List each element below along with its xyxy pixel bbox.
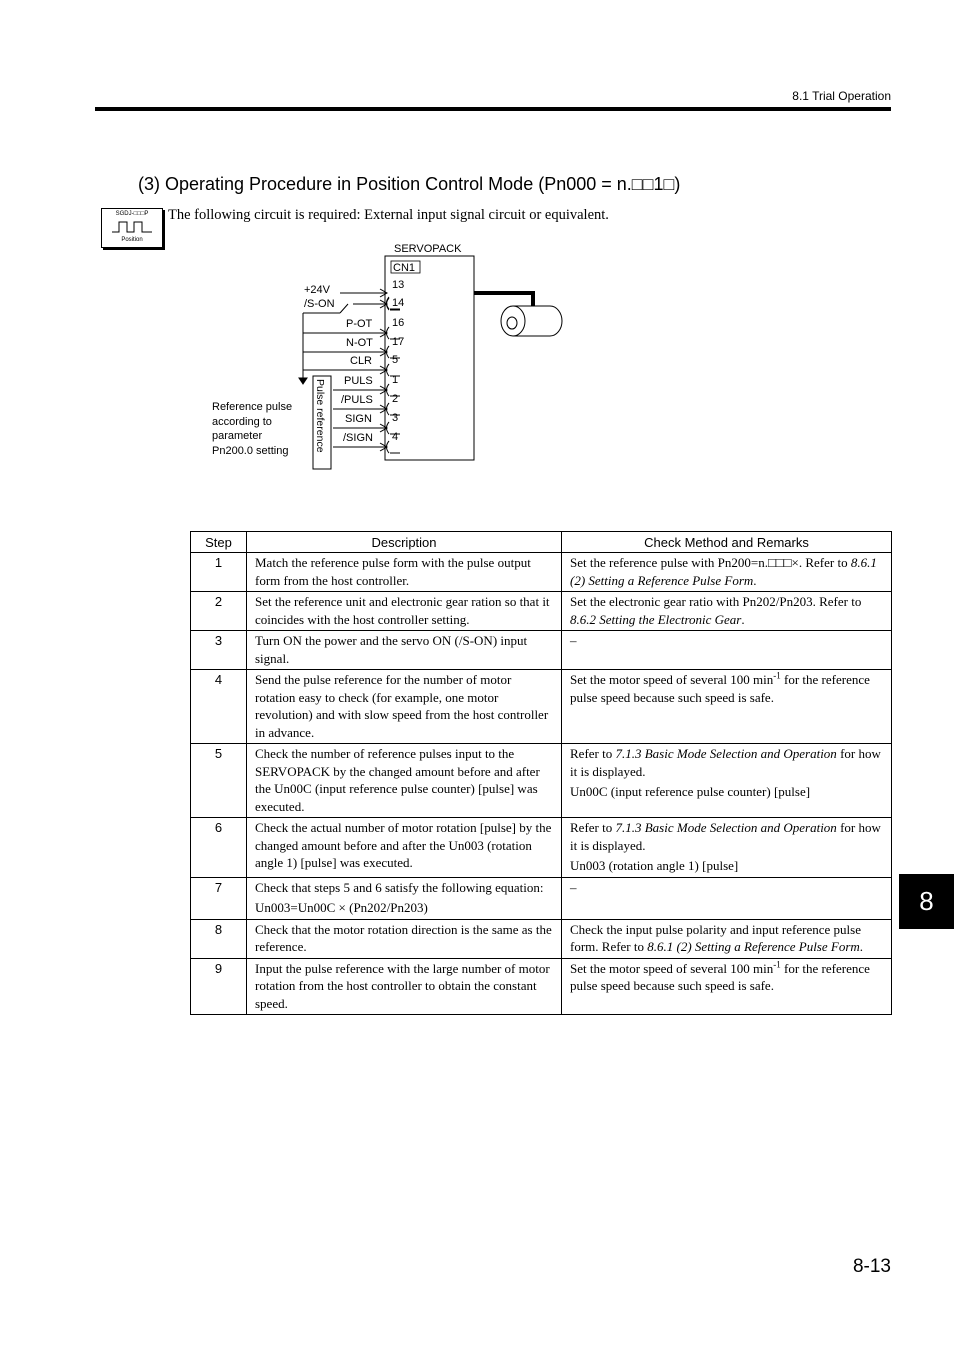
table-header-row <box>191 532 892 553</box>
section-title: (3) Operating Procedure in Position Control Mode (Pn000 = n.□□1□) <box>138 174 681 194</box>
step-description <box>247 877 562 919</box>
description-text: Match the reference pulse form with the pulse output form from the host controller. <box>255 555 531 588</box>
description-text: Check that the motor rotation direction is the same as the reference. <box>255 921 552 954</box>
pin-number: 1 <box>392 374 399 386</box>
svg-text:parameter: parameter <box>212 430 263 442</box>
signal-label: SIGN <box>345 413 372 425</box>
table-row <box>191 744 892 818</box>
remarks-text: – <box>570 633 577 648</box>
step-description <box>247 553 562 592</box>
column-header-step: Step <box>191 532 247 553</box>
step-description <box>247 744 562 818</box>
remarks-text: Check the input pulse polarity and input reference pulse form. Refer to 8.6.1 (2) Setting a Reference Pulse Form. <box>570 921 864 954</box>
cross-reference: 8.6.1 (2) Setting a Reference Pulse Form <box>570 555 877 588</box>
step-number: 2 <box>191 592 247 631</box>
chapter-tab: 8 <box>899 874 954 929</box>
description-text: Check the number of reference pulses input to the SERVOPACK by the changed amount before and after the Un00C (input reference pulse counter) [pulse] was executed. <box>255 746 540 814</box>
table-row <box>191 553 892 592</box>
step-description <box>247 592 562 631</box>
superscript: -1 <box>773 670 781 681</box>
pin-number: 14 <box>392 297 405 309</box>
remarks-text: – <box>570 879 577 895</box>
step-remarks <box>562 553 892 592</box>
superscript: -1 <box>773 959 781 970</box>
step-description <box>247 818 562 878</box>
pin-number: 5 <box>392 354 399 366</box>
procedure-table <box>190 531 892 1015</box>
cross-reference: 8.6.2 Setting the Electronic Gear <box>570 611 742 627</box>
description-text: Send the pulse reference for the number of motor rotation easy to check (for example, one motor revolution) and with slow speed from the host controller in advance. <box>255 672 549 740</box>
signal-label: N-OT <box>346 337 373 349</box>
remarks-text: Un00C (input reference pulse counter) [pulse] <box>570 784 811 799</box>
table-row <box>191 670 892 744</box>
cross-reference: 7.1.3 Basic Mode Selection and Operation <box>615 820 837 835</box>
step-description <box>247 670 562 744</box>
step-number: 5 <box>191 744 247 818</box>
pin-numbers <box>392 279 404 443</box>
signal-label: P-OT <box>346 318 373 330</box>
reference-note <box>212 401 292 457</box>
motor-icon <box>474 293 562 336</box>
remarks-text: Set the motor speed of several 100 $\min^{-1}$ for the reference pulse speed because such speed is safe. <box>570 959 870 993</box>
svg-text:Pn200.0 setting: Pn200.0 setting <box>212 445 289 457</box>
step-description <box>247 631 562 670</box>
step-remarks <box>562 670 892 744</box>
step-remarks <box>562 877 892 919</box>
pin-number: 3 <box>392 412 399 424</box>
description-text: Set the reference unit and electronic gear ration so that it coincides with the host controller setting. <box>255 594 550 627</box>
pin-number: 13 <box>392 279 405 291</box>
page-number: 8-13 <box>852 1256 891 1277</box>
table-row <box>191 631 892 670</box>
description-text: Turn ON the power and the servo ON (/S-ON) input signal. <box>255 633 528 666</box>
table-row <box>191 592 892 631</box>
servopack-label: SERVOPACK <box>394 243 462 255</box>
step-remarks <box>562 958 892 1015</box>
signal-label: /S-ON <box>304 298 335 310</box>
svg-text:according to: according to <box>212 416 272 428</box>
step-description <box>247 919 562 958</box>
intro-text: The following circuit is required: External input signal circuit or equivalent. <box>168 207 609 223</box>
pin-number: 2 <box>392 393 399 405</box>
step-remarks <box>562 631 892 670</box>
table-row <box>191 818 892 878</box>
remarks-text: Set the reference pulse with Pn200=n.□□□×. Refer to 8.6.1 (2) Setting a Reference Pulse Form. <box>570 555 877 588</box>
connector-label: CN1 <box>393 262 416 274</box>
step-description <box>247 958 562 1015</box>
step-number: 1 <box>191 553 247 592</box>
header-rule <box>95 107 891 111</box>
step-remarks <box>562 592 892 631</box>
mode-icon-caption: Position <box>121 237 143 243</box>
column-header-remarks: Check Method and Remarks <box>562 532 892 553</box>
signal-label: CLR <box>350 355 373 367</box>
step-number: 9 <box>191 958 247 1015</box>
step-remarks <box>562 744 892 818</box>
remarks-text: Set the motor speed of several 100 $\min^{-1}$ for the reference pulse speed because such speed is safe. <box>570 670 870 705</box>
table-row <box>191 919 892 958</box>
description-text: Un003=Un00C × (Pn202/Pn203) <box>255 900 428 915</box>
description-text: Check the actual number of motor rotation [pulse] by the changed amount before and after the Un003 (rotation angle 1) [pulse] was executed. <box>255 820 552 870</box>
pin-number: 16 <box>392 317 405 329</box>
table-row <box>191 958 892 1015</box>
mode-icon-model: SGDJ-□□□P <box>115 211 149 217</box>
running-header: 8.1 Trial Operation <box>792 89 891 103</box>
signal-label: /PULS <box>341 394 373 406</box>
column-header-description: Description <box>247 532 562 553</box>
step-number: 8 <box>191 919 247 958</box>
description-text: Check that steps 5 and 6 satisfy the following equation: <box>255 879 544 895</box>
step-number: 4 <box>191 670 247 744</box>
remarks-text: Un003 (rotation angle 1) [pulse] <box>570 858 739 873</box>
wiring-diagram <box>200 238 580 478</box>
step-remarks <box>562 919 892 958</box>
pin-number: 17 <box>392 336 405 348</box>
common-line <box>299 313 307 384</box>
position-mode-icon <box>101 208 163 248</box>
switch <box>340 304 348 313</box>
remarks-text: Refer to 7.1.3 Basic Mode Selection and Operation for how it is displayed. <box>570 820 881 853</box>
step-number: 6 <box>191 818 247 878</box>
step-number: 3 <box>191 631 247 670</box>
step-number: 7 <box>191 877 247 919</box>
signal-label: PULS <box>344 375 373 387</box>
signal-label: /SIGN <box>343 432 373 444</box>
pulse-reference-label: Pulse reference <box>314 379 326 453</box>
step-remarks <box>562 818 892 878</box>
cross-reference: 7.1.3 Basic Mode Selection and Operation <box>615 746 837 761</box>
remarks-text: Set the electronic gear ratio with Pn202/Pn203. Refer to 8.6.2 Setting the Electronic Gear. <box>570 594 862 627</box>
pin-number: 4 <box>392 431 399 443</box>
remarks-text: Refer to 7.1.3 Basic Mode Selection and Operation for how it is displayed. <box>570 746 881 779</box>
description-text: Input the pulse reference with the large number of motor rotation from the host controller to obtain the constant speed. <box>255 960 550 1011</box>
signal-label: +24V <box>304 284 330 296</box>
cross-reference: 8.6.1 (2) Setting a Reference Pulse Form <box>647 939 860 954</box>
svg-text:Reference pulse: Reference pulse <box>212 401 293 413</box>
table-row <box>191 877 892 919</box>
pulse-train-icon <box>112 219 152 235</box>
